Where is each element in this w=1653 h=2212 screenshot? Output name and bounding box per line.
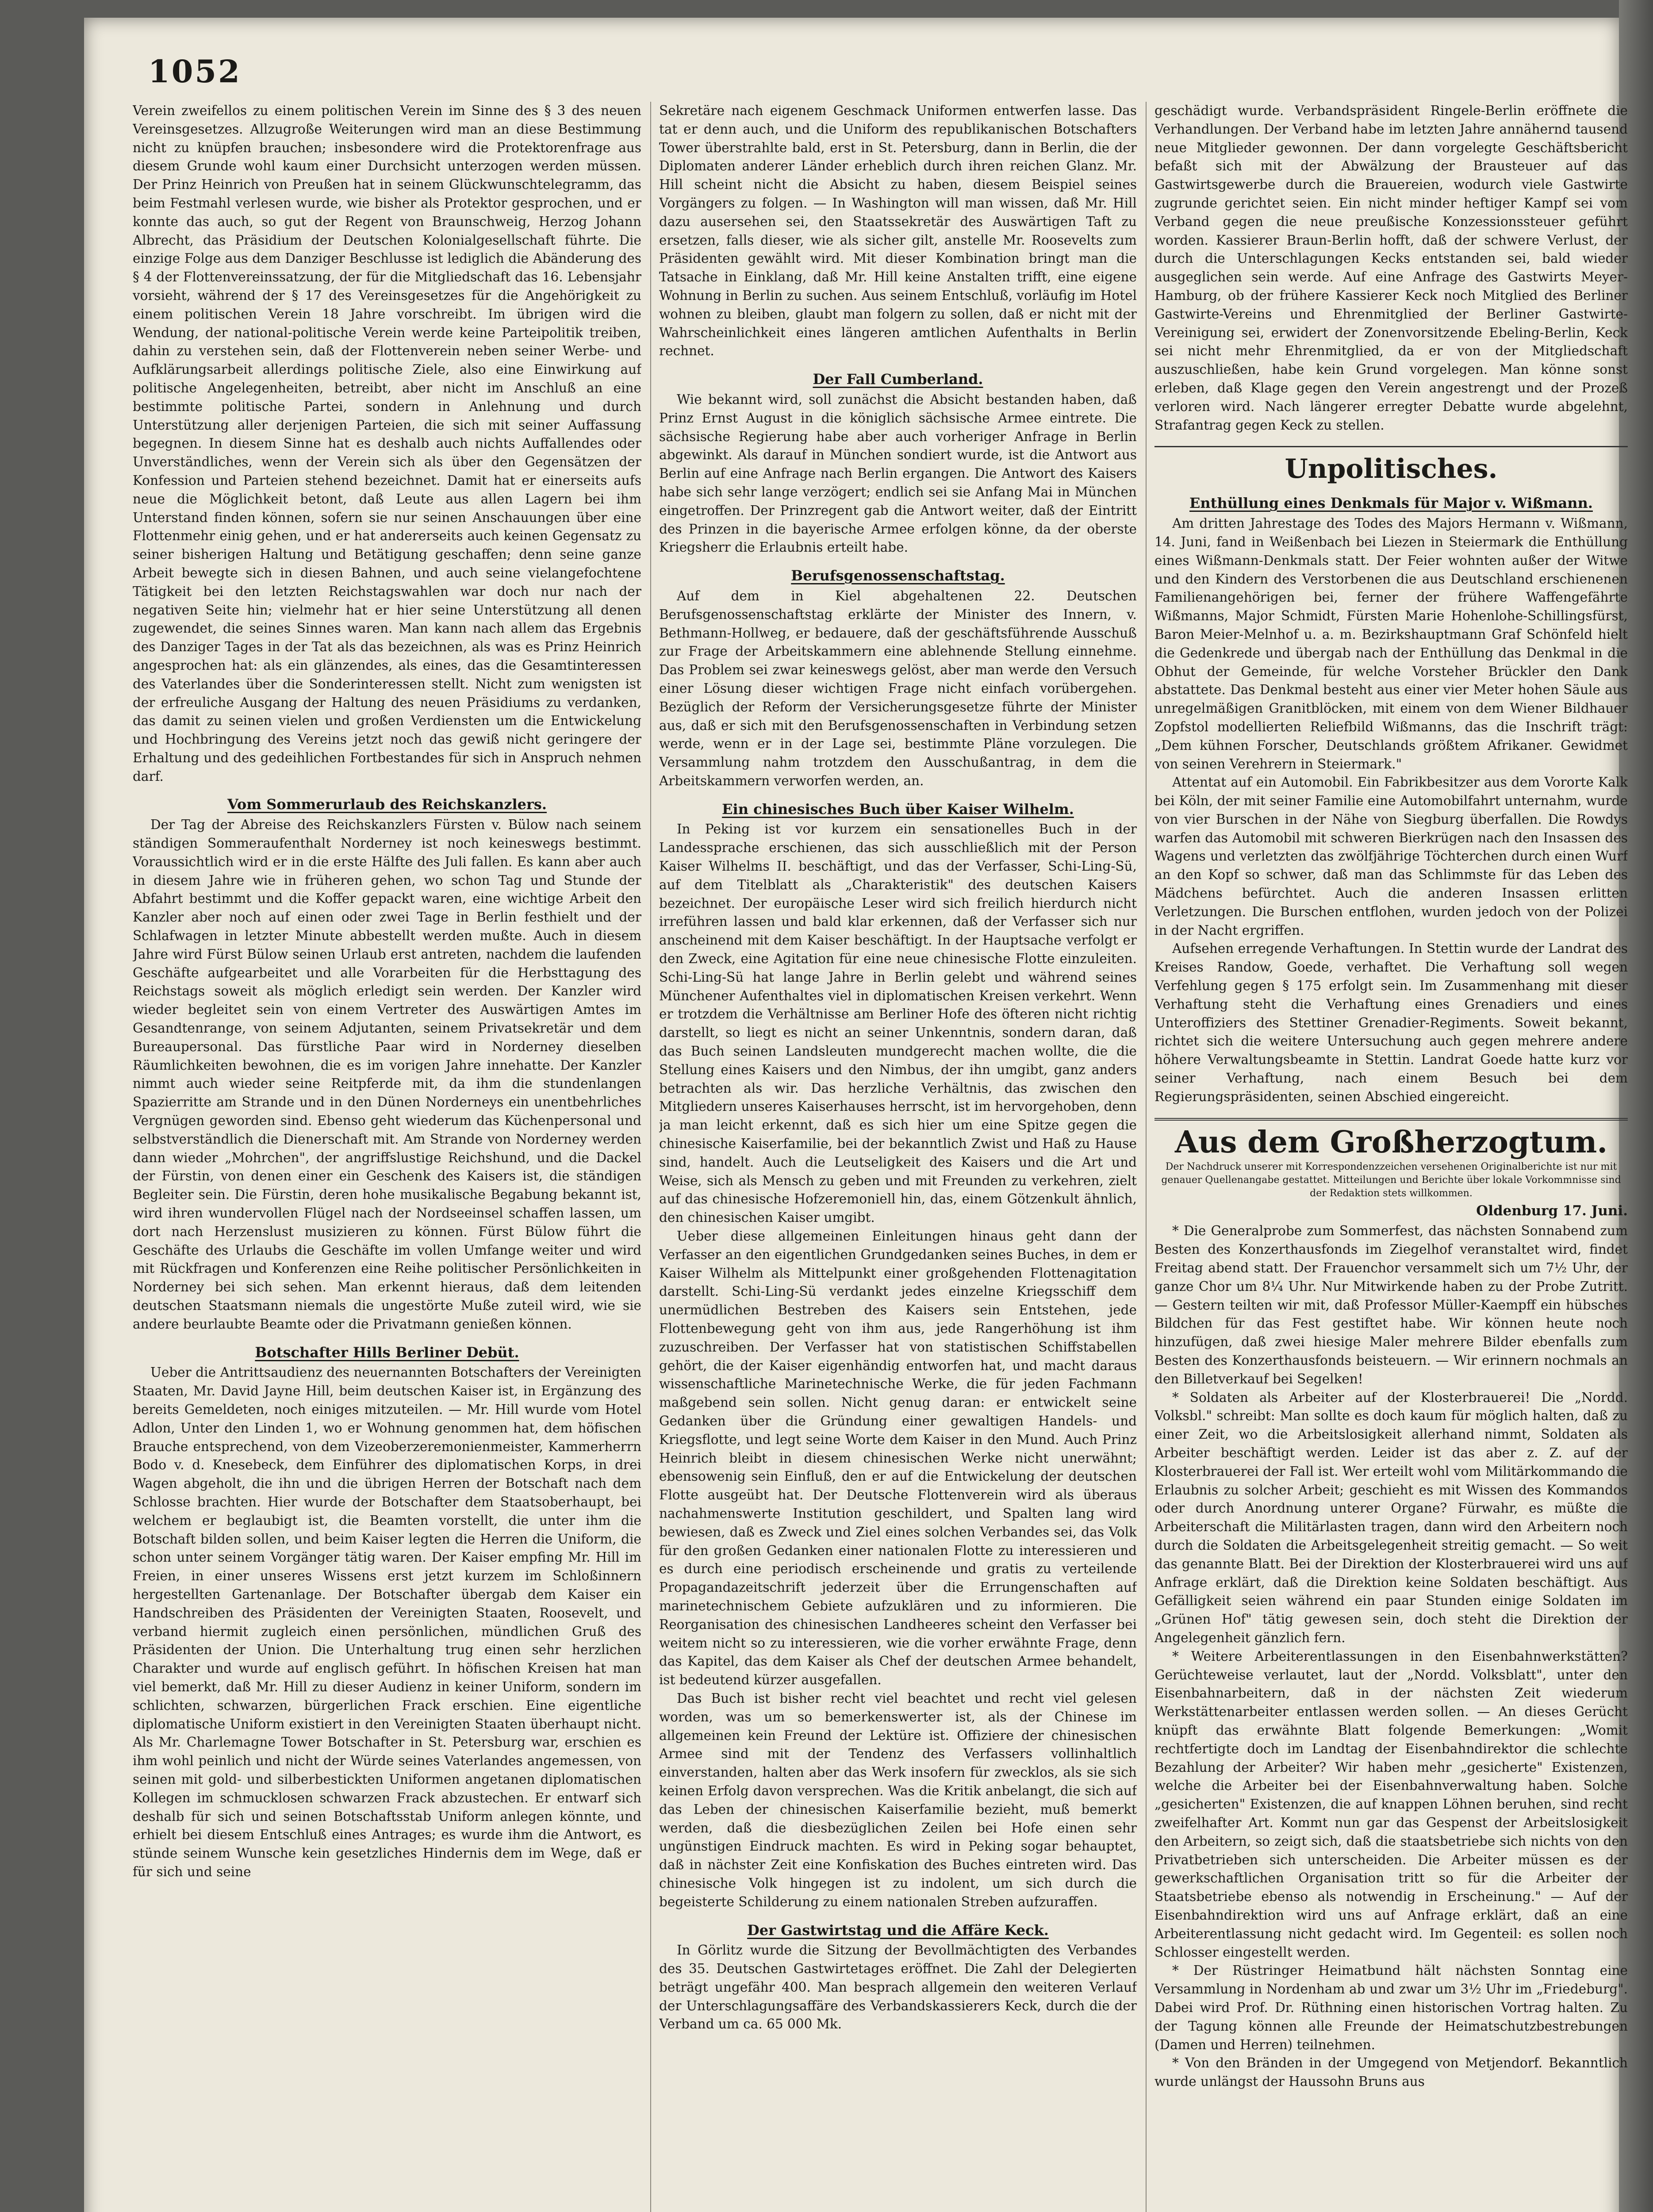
- article-sommerurlaub-text: Der Tag der Abreise des Reichskanzlers Fürsten v. Bülow nach seinem ständigen Sommeraufenthalt Norderney ist noch keineswegs bestimmt. Voraussichtlich wird er in die erste Hälfte des Juli fallen. Es kann aber auch in diesem Jahre wie in früheren gehen, wo schon Tag und Stunde der Abfahrt bestimmt und die Koffer gepackt waren, eine wichtige Arbeit den Kanzler aber noch auf einen oder zwei Tage in Berlin festhielt und der Schlafwagen in letzter Minute abbestellt werden mußte. Auch in diesem Jahre wird Fürst Bülow seinen Urlaub erst antreten, nachdem die laufenden Geschäfte aufgearbeitet und alle Vorarbeiten für die Herbsttagung des Reichstags soweit als möglich erledigt sein werden. Der Kanzler wird wieder begleitet sein von einem Vertreter des Auswärtigen Amtes im Gesandtenrange, von seinem Adjutanten, seinem Privatsekretär und dem Bureaupersonal. Das fürstliche Paar wird in Norderney dieselben Räumlichkeiten bewohnen, die es im vorigen Jahre innehatte. Der Kanzler nimmt auch wieder seine Reitpferde mit, da ihm die stundenlangen Spazierritte am Strande und in den Dünen Norderneys ein unentbehrliches Vergnügen geworden sind. Ebenso geht wiederum das Küchenpersonal und selbstverständlich die Dienerschaft mit. Am Strande von Norderney werden dann wieder „Mohrchen", der angriffslustige Reichshund, und die Dackel der Fürstin, von denen einer ein Geschenk des Kaisers ist, die ständigen Begleiter sein. Die Fürstin, deren hohe musikalische Begabung bekannt ist, wird ihren wundervollen Flügel nach der Nordseeinsel schaffen lassen, um dort nach Herzenslust musizieren zu können. Fürst Bülow führt die Geschäfte des Urlaubs die Geschäfte im vollen Umfange weiter und wird mit Rückfragen und Konferenzen eine Reihe politischer Persönlichkeiten in Norderney bei sich sehen. Man erkennt hieraus, daß dem leitenden deutschen Staatsmann niemals die ungestörte Muße zuteil wird, wie sie andere beurlaubte Beamte oder die Privatmann genießen können.: [133, 817, 641, 1332]
- headline-gastwirtstag: Der Gastwirtstag und die Affäre Keck.: [747, 1921, 1049, 1939]
- article-botschafter-hill-text: Ueber die Antrittsaudienz des neuernannten Botschafters der Vereinigten Staaten, Mr. David Jayne Hill, beim deutschen Kaiser ist, in Ergänzung des bereits Gemeldeten, noch einiges mitzuteilen. — Mr. Hill wurde vom Hotel Adlon, Unter den Linden 1, wo er Wohnung genommen hat, dem höfischen Brauche entsprechend, von dem Vizeoberzeremonienmeister, Kammerherrn Bodo v. d. Knesebeck, dem Einführer des diplomatischen Korps, in drei Wagen abgeholt, die ihn und die übrigen Herren der Botschaft nach dem Schlosse brachten. Hier wurde der Botschafter dem Staatsoberhaupt, bei welchem er beglaubigt ist, die Beamten vorstellt, die unter ihm die Botschaft bilden sollen, und beim Kaiser legten die Herren die Uniform, die schon unter seinem Vorgänger tätig waren. Der Kaiser empfing Mr. Hill im Freien, in einer unseres Wissens erst jetzt kurzem im Schloßinnern hergestellten Gartenanlage. Der Botschafter übergab dem Kaiser ein Handschreiben des Präsidenten der Vereinigten Staaten, Roosevelt, und verband hiermit zugleich einen persönlichen, mündlichen Gruß des Präsidenten der Union. Die Unterhaltung trug einen sehr herzlichen Charakter und wurde auf englisch geführt. In höfischen Kreisen hat man viel bemerkt, daß Mr. Hill zu dieser Audienz in keiner Uniform, sondern im schlichten, schwarzen, bürgerlichen Frack erschien. Eine eigentliche diplomatische Uniform existiert in den Vereinigten Staaten überhaupt nicht. Als Mr. Charlemagne Tower Botschafter in St. Petersburg war, erschien es ihm wohl peinlich und nicht der Würde seines Vaterlandes angemessen, von seinen mit gold- und silberbestickten Uniformen angetanen diplomatischen Kollegen im schmucklosen schwarzen Frack abzustechen. Er entwarf sich deshalb für sich und seinen Botschaftsstab Uniform anlegen könnte, und erhielt bei diesem Entschluß eines Antrages; es wurde ihm die Antwort, es stünde seinem Wunsche kein gesetzliches Hindernis dem im Wege, daß er für sich und seine: [133, 1365, 641, 1879]
- column-right: [1154, 102, 1628, 2212]
- article-attentat-automobil-text: Attentat auf ein Automobil. Ein Fabrikbesitzer aus dem Vororte Kalk bei Köln, der mit seiner Familie eine Automobilfahrt unternahm, wurde von vier Burschen in der Nähe von Siegburg überfallen. Die Rowdys warfen das Automobil mit schweren Bierkrügen nach den Insassen des Wagens und verletzten das zwölfjährige Töchterchen durch einen Wurf an den Kopf so schwer, daß man das Schlimmste für das Leben des Mädchens befürchtet. Auch die anderen Insassen erlitten Verletzungen. Die Burschen entflohen, wurden jedoch von der Polizei in der Nacht ergriffen.: [1154, 775, 1628, 938]
- article-berufsgenossenschaftstag-text: Auf dem in Kiel abgehaltenen 22. Deutschen Berufsgenossenschaftstag erklärte der Minister des Innern, v. Bethmann-Hollweg, er bedauere, daß der geschäftsführende Ausschuß zur Frage der Arbeitskammern eine ablehnende Stellung einnehme. Das Problem sei zwar keineswegs gelöst, aber man werde den Versuch einer Lösung dieser wichtigen Frage nicht einfach vorübergehen. Bezüglich der Reform der Versicherungsgesetze führte der Minister aus, daß er sich mit den Berufsgenossenschaften in Verbindung setzen werde, wenn er in der Lage sei, bestimmte Pläne vorzulegen. Die Versammlung nahm trotzdem den Ausschußantrag, in dem die Arbeitskammern verworfen werden, an.: [659, 588, 1137, 788]
- reprint-notice: Der Nachdruck unserer mit Korrespondenzzeichen versehenen Originalberichte ist nur mit genauer Quellenangabe gestattet. Mitteilungen und Berichte über lokale Vorkommnisse sind der Redaktion stets willkommen.: [1161, 1161, 1621, 1199]
- article-gastwirtstag-continued: geschädigt wurde. Verbandspräsident Ringele-Berlin eröffnete die Verhandlungen. Der Verband habe im letzten Jahre annähernd tausend neue Mitglieder gewonnen. Der dann vorgelegte Geschäftsbericht befaßt sich mit der Abwälzung der Brausteuer auf das Gastwirtsgewerbe durch die Brauereien, wodurch viele Gastwirte zugrunde gerichtet seien. Ein nicht minder heftiger Kampf sei vom Verband gegen die neue preußische Konzessionssteuer geführt worden. Kassierer Braun-Berlin hofft, daß der schwere Verlust, der durch die Unterschlagungen Kecks entstanden sei, bald wieder ausgeglichen sein werde. Auf eine Anfrage des Gastwirts Meyer-Hamburg, ob der frühere Kassierer Keck noch Mitglied des Berliner Gastwirte-Vereins und Ehrenmitglied der Berliner Gastwirte-Vereinigung sei, erwidert der Zonenvorsitzende Ebeling-Berlin, Keck sei nicht mehr Ehrenmitglied, da er von der Mitgliedschaft auszuschließen, habe kein Grund vorgelegen. Man könne sonst erleben, daß Klage gegen den Verein angestrengt und der Prozeß verloren wird. Nach längerer erregter Debatte wurde abgelehnt, Strafantrag gegen Keck zu stellen.: [1154, 103, 1628, 433]
- article-wissmann-denkmal-text: Am dritten Jahrestage des Todes des Majors Hermann v. Wißmann, 14. Juni, fand in Weißenbach bei Liezen in Steiermark die Enthüllung eines Wißmann-Denkmals statt. Der Feier wohnten außer der Witwe und den Kindern des Verstorbenen die aus Deutschland erschienenen Familienangehörigen bei, ferner der frühere Waffengefährte Wißmanns, Major Schmidt, Fürsten Marie Hohenlohe-Schillingsfürst, Baron Meier-Melnhof u. a. m. Bezirkshauptmann Graf Schönfeld hielt die Gedenkrede und übergab nach der Enthüllung das Denkmal in die Obhut der Gemeinde, für welche Vorsteher Brückler den Dank abstattete. Das Denkmal besteht aus einer vier Meter hohen Säule aus unregelmäßigen Granitblöcken, mit einem von dem Wiener Bildhauer Zopfstol modellierten Reliefbild Wißmanns, das die Inschrift trägt: „Dem kühnen Forscher, Deutschlands größtem Afrikaner. Gewidmet von seinen Verehrern in Steiermark.": [1154, 516, 1628, 772]
- article-gastwirtstag-text: In Görlitz wurde die Sitzung der Bevollmächtigten des Verbandes des 35. Deutschen Gastwirtetages eröffnet. Die Zahl der Delegierten beträgt ungefähr 400. Man besprach allgemein den weiteren Verlauf der Unterschlagungsaffäre des Verbandskassierers Keck, durch die der Verband um ca. 65 000 Mk.: [659, 1943, 1137, 2032]
- article-fall-cumberland-text: Wie bekannt wird, soll zunächst die Absicht bestanden haben, daß Prinz Ernst August in die königlich sächsische Armee eintrete. Die sächsische Regierung habe aber auch vorheriger Anfrage in Berlin abgewinkt. Als darauf in München sondiert wurde, ist die Antwort aus Berlin auf eine Anfrage nach Berlin ergangen. Die Antwort des Kaisers habe sich sehr lange verzögert; endlich sei sie Anfang Mai in München eingetroffen. Der Prinzregent gab die Antwort weiter, daß der Eintritt des Prinzen in die bayerische Armee erfolgen könne, da der oberste Kriegsherr die Erlaubnis erteilt habe.: [659, 392, 1137, 555]
- article-chinesisches-buch-text-3: Das Buch ist bisher recht viel beachtet und recht viel gelesen worden, was um so bemerkenswerter ist, als der Chinese im allgemeinen kein Freund der Lektüre ist. Offiziere der chinesischen Armee sind mit der Tendenz des Verfassers vollinhaltlich einverstanden, halten aber das Werk insofern für zwecklos, als sie sich keinen Erfolg davon versprechen. Was die Kritik anbelangt, die sich auf das Leben der chinesischen Kaiserfamilie bezieht, muß bemerkt werden, daß die diesbezüglichen Zeilen bei Hofe einen sehr ungünstigen Eindruck machten. Es wird in Peking sogar behauptet, daß in nächster Zeit eine Konfiskation des Buches eintreten wird. Das chinesische Volk hingegen ist zu indolent, um sich durch die begeisterte Schilderung zu einem nationalen Streben aufzuraffen.: [659, 1690, 1137, 1909]
- article-heimatbund-text: * Der Rüstringer Heimatbund hält nächsten Sonntag eine Versammlung in Nordenham ab und zwar um 3½ Uhr im „Friedeburg". Dabei wird Prof. Dr. Rüthning einen historischen Vortrag halten. Zu der Tagung können alle Freunde der Heimatschutzbestrebungen (Damen und Herren) teilnehmen.: [1154, 1963, 1628, 2052]
- column-middle: [659, 102, 1137, 2212]
- headline-fall-cumberland: Der Fall Cumberland.: [813, 371, 983, 388]
- section-title-unpolitisches: Unpolitisches.: [1154, 446, 1628, 484]
- article-eisenbahnwerkstaetten-text: * Weitere Arbeiterentlassungen in den Eisenbahnwerkstätten? Gerüchteweise verlautet, laut der „Nordd. Volksblatt", unter den Eisenbahnarbeitern, daß in der nächsten Zeit wiederum Werkstättenarbeiter entlassen werden sollen. — An dieses Gerücht knüpft das erwähnte Blatt folgende Bemerkungen: „Womit rechtfertigte doch im Landtag der Eisenbahndirektor die schlechte Bezahlung der Arbeiter? Wir haben mehr „gesicherte" Existenzen, welche die Arbeiter bei der Eisenbahnverwaltung haben. Solche „gesicherten" Existenzen, die auf knappen Löhnen beruhen, sind recht zweifelhafter Art. Kommt nun gar das Gespenst der Arbeitslosigkeit den Arbeitern, so zeigt sich, daß die staatsbetriebe sich nichts von den Privatbetrieben sich unterscheiden. Die Arbeiter müssen es der gewerkschaftlichen Organisation tritt so für die Arbeiter der Staatsbetriebe ebenso als notwendig in Erscheinung." — Auf der Eisenbahndirektion wird uns auf Anfrage erklärt, daß an eine Arbeiterentlassung nicht gedacht wird. Im Gegenteil: es sollen noch Schlosser eingestellt werden.: [1154, 1648, 1628, 1960]
- article-chinesisches-buch-text-1: In Peking ist vor kurzem ein sensationelles Buch in der Landessprache erschienen, das sich ausschließlich mit der Person Kaiser Wilhelms II. beschäftigt, und das der Verfasser, Schi-Ling-Sü, auf dem Titelblatt als „Charakteristik" des deutschen Kaisers bezeichnet. Der europäische Leser wird sich freilich hierdurch nicht irreführen lassen und bald klar erkennen, daß der Verfasser sich nur anscheinend mit dem Kaiser beschäftigt. In der Hauptsache verfolgt er den Zweck, eine Agitation für eine neue chinesische Flotte einzuleiten. Schi-Ling-Sü hat lange Jahre in Berlin gelebt und während seines Münchener Aufenthaltes viel in diplomatischen Kreisen verkehrt. Wenn er trotzdem die Verhältnisse am Berliner Hofe des öfteren nicht richtig darstellt, so liegt es nicht an seiner Unkenntnis, sondern daran, daß das Buch seinen Landsleuten mundgerecht machen wollte, die die Stellung eines Kaisers und den Nimbus, der ihn umgibt, ganz anders betrachten als wir. Das herzliche Verhältnis, das zwischen den Mitgliedern unseres Kaiserhauses herrscht, ist im hervorgehoben, denn ja man leicht erkennt, daß es sich hier um eine Spitze gegen die chinesische Kaiserfamilie, bei der bekanntlich Zwist und Haß zu Hause sind, handelt. Auch die Leutseligkeit des Kaisers und die Art und Weise, sich als Mensch zu geben und mit Freunden zu verkehren, zielt auf das chinesische Hofzeremoniell hin, das, einem Götzenkult ähnlich, den chinesischen Kaiser umgibt.: [659, 822, 1137, 1225]
- article-verhaftungen-text: Aufsehen erregende Verhaftungen. In Stettin wurde der Landrat des Kreises Randow, Goede, verhaftet. Die Verhaftung soll wegen Verfehlung gegen § 175 erfolgt sein. Im Zusammenhang mit dieser Verhaftung steht die Verhaftung eines Grenadiers und eines Unteroffiziers des Stettiner Grenadier-Regiments. Soweit bekannt, richtet sich die weitere Untersuchung auch gegen mehrere andere höhere Verwaltungsbeamte in Stettin. Landrat Goede hatte kurz vor seiner Verhaftung, nach einem Besuch bei dem Regierungspräsidenten, seinen Abschied eingereicht.: [1154, 941, 1628, 1104]
- article-flottenverein-text: Verein zweifellos zu einem politischen Verein im Sinne des § 3 des neuen Vereinsgesetzes. Allzugroße Weiterungen wird man an diese Bestimmung nicht zu knüpfen brauchen; insbesondere wird die Protektorenfrage aus diesem Grunde wohl kaum einer Durchsicht unterzogen werden müssen. Der Prinz Heinrich von Preußen hat in seinem Glückwunschtelegramm, das beim Festmahl verlesen wurde, wie bisher als Protektor gesprochen, und er konnte das auch, so gut der Regent von Braunschweig, Herzog Johann Albrecht, das Präsidium der Deutschen Kolonialgesellschaft führte. Die einzige Folge aus dem Danziger Beschlusse ist lediglich die Abänderung des § 4 der Flottenvereinssatzung, der für die Mitgliedschaft das 16. Lebensjahr vorsieht, während der § 17 des Vereinsgesetzes für die Angehörigkeit zu einem politischen Verein 18 Jahre vorschreibt. Im übrigen wird die Wendung, der national-politische Verein werde keine Parteipolitik treiben, dahin zu verstehen sein, daß der Flottenverein neben seiner Werbe- und Aufklärungsarbeit allerdings politische Ziele, also eine Einwirkung auf politische Angelegenheiten, betreibt, aber nicht im Anschluß an eine bestimmte politische Partei, sondern in Anlehnung und durch Unterstützung aller derjenigen Parteien, die sich mit seiner Auffassung begegnen. In diesem Sinne hat es deshalb auch nichts Auffallendes oder Unverständliches, wenn der Verein sich als über den Gegensätzen der Konfession und Parteien stehend bezeichnet. Damit hat er einerseits aufs neue die Möglichkeit betont, daß Leute aus allen Lagern bei ihm Unterstand finden können, sofern sie nur seinen Anschauungen über eine Flottenmehr einig gehen, und er hat andererseits auch keinen Gegensatz zu seiner bisherigen Haltung und Betätigung geschaffen; denn seine ganze Arbeit bewegte sich in diesen Bahnen, und auch seine vielangefochtene Tätigkeit bei den letzten Reichstagswahlen war doch nur nach der negativen Seite hin; vielmehr hat er hier seine Unterstützung all denen zugewendet, die seines Sinnes waren. Man kann nach allem das Ergebnis des Danziger Tages in der Tat als das bezeichnen, als was es Prinz Heinrich angesprochen hat: als ein glänzendes, als eines, das die Gesamtinteressen des Vaterlandes über die Sonderinteressen stellt. Nicht zum wenigsten ist der erfreuliche Ausgang der Haltung des neuen Präsidiums zu verdanken, das damit zu seinen vielen und großen Verdiensten um die Entwickelung und Hochbringung des Vereins jetzt noch das gewiß nicht geringere der Erhaltung und des gedeihlichen Fortbestandes für sich in Anspruch nehmen darf.: [133, 103, 641, 784]
- headline-sommerurlaub: Vom Sommerurlaub des Reichskanzlers.: [227, 796, 547, 813]
- dateline: Oldenburg 17. Juni.: [1476, 1202, 1628, 1219]
- article-chinesisches-buch-text-2: Ueber diese allgemeinen Einleitungen hinaus geht dann der Verfasser an den eigentlichen Grundgedanken seines Buches, in dem er Kaiser Wilhelm als Mittelpunkt einer großgehenden Flottenagitation darstellt. Schi-Ling-Sü verdankt jedes einzelne Kriegsschiff dem unermüdlichen Bestreben des Kaisers sein Entstehen, jede Flottenbewegung geht von ihm aus, jede Rangerhöhung ist ihm zuzuschreiben. Der Verfasser hat von statistischen Schiffstabellen gehört, die der Kaiser eigenhändig entworfen hat, und macht daraus wissenschaftliche Marinetechnische Werke, die für jeden Fachmann maßgebend sein sollen. Nicht genug daran: er entwickelt seine Gedanken über die Gründung einer gewaltigen Handels- und Kriegsflotte, und legt seine Worte dem Kaiser in den Mund. Auch Prinz Heinrich bleibt in diesem chinesischen Werke nicht unerwähnt; ebensowenig sein Einfluß, den er auf die Entwickelung der deutschen Flotte ausgeübt hat. Der Deutsche Flottenverein wird als überaus nachahmenswerte Institution geschildert, und Spalten lang wird bewiesen, daß es Zweck und Ziel eines solchen Verbandes sei, das Volk für den großen Gedanken einer nationalen Flotte zu interessieren und es durch eine periodisch erscheinende und gratis zu verteilende Propagandazeitschrift jederzeit über die Errungenschaften auf marinetechnischem Gebiete aufzuklären und zu informieren. Die Reorganisation des chinesischen Landheeres scheint den Verfasser bei weitem nicht so zu interessieren, wie die vorher erwähnte Frage, denn das Kapitel, das dem Kaiser als Chef der deutschen Armee behandelt, ist bedeutend kürzer ausgefallen.: [659, 1229, 1137, 1688]
- headline-berufsgenossenschaftstag: Berufsgenossenschaftstag.: [791, 567, 1005, 584]
- column-divider: [1146, 102, 1147, 2212]
- section-title-grossherzogtum: Aus dem Großherzogtum.: [1154, 1118, 1628, 1158]
- column-left: [133, 102, 641, 2212]
- article-klosterbrauerei-text: * Soldaten als Arbeiter auf der Klosterbrauerei! Die „Nordd. Volksbl." schreibt: Man sollte es doch kaum für möglich halten, daß zu einer Zeit, wo die Arbeitslosigkeit allerhand nimmt, Soldaten als Arbeiter beschäftigt werden. Leider ist das aber z. Z. auf der Klosterbrauerei der Fall ist. Wer erteilt wohl vom Militärkommando die Erlaubnis zu solcher Arbeit; geschieht es mit Wissen des Kommandos oder durch Anordnung unterer Organe? Fürwahr, es müßte die Arbeiterschaft die Militärlasten tragen, dann wird den Arbeitern noch durch die Soldaten die Arbeitsgelegenheit streitig gemacht. — So weit das genannte Blatt. Bei der Direktion der Klosterbrauerei wird uns auf Anfrage erklärt, daß die Direktion keine Soldaten beschäftigt. Aus Gefälligkeit seien während ein paar Stunden einige Soldaten im „Grünen Hof" tätig gewesen sein, doch steht die Direktion der Angelegenheit gänzlich fern.: [1154, 1390, 1628, 1645]
- article-generalprobe-text: * Die Generalprobe zum Sommerfest, das nächsten Sonnabend zum Besten des Konzerthausfonds im Ziegelhof veranstaltet wird, findet Freitag abend statt. Der Frauenchor versammelt sich um 7½ Uhr, der ganze Chor um 8¼ Uhr. Nur Mitwirkende haben zu der Probe Zutritt. — Gestern teilten wir mit, daß Professor Müller-Kaempff ein hübsches Bildchen für das Fest gestiftet habe. Wir können heute noch hinzufügen, daß zwei hiesige Maler mehrere Bilder ebenfalls zum Besten des Konzerthausfonds beisteuern. — Wir erinnern nochmals an den Billetverkauf bei Segelken!: [1154, 1223, 1628, 1386]
- headline-chinesisches-buch: Ein chinesisches Buch über Kaiser Wilhelm.: [722, 800, 1074, 818]
- headline-wissmann-denkmal: Enthüllung eines Denkmals für Major v. Wißmann.: [1189, 495, 1593, 512]
- column-divider: [650, 102, 651, 2212]
- article-braende-metjendorf-text: * Von den Bränden in der Umgegend von Metjendorf. Bekanntlich wurde unlängst der Haussohn Bruns aus: [1154, 2055, 1628, 2089]
- article-botschafter-hill-continued: Sekretäre nach eigenem Geschmack Uniformen entwerfen lasse. Das tat er denn auch, und die Uniform des republikanischen Botschafters Tower überstrahlte bald, erst in St. Petersburg, dann in Berlin, die der Diplomaten anderer Länder erheblich durch ihren reichen Glanz. Mr. Hill scheint nicht die Absicht zu haben, diesem Beispiel seines Vorgängers zu folgen. — In Washington will man wissen, daß Mr. Hill dazu ausersehen sei, den Staatssekretär des Auswärtigen Taft zu ersetzen, falls dieser, wie als sicher gilt, anstelle Mr. Roosevelts zum Präsidenten gewählt wird. Mit dieser Kombination bringt man die Tatsache in Einklang, daß Mr. Hill keine Anstalten trifft, eine eigene Wohnung in Berlin zu suchen. Aus seinem Entschluß, vorläufig im Hotel wohnen zu bleiben, glaubt man folgern zu sollen, daß er nicht mit der Wahrscheinlichkeit eines längeren amtlichen Aufenthalts in Berlin rechnet.: [659, 103, 1137, 359]
- headline-botschafter-hill: Botschafter Hills Berliner Debüt.: [255, 1344, 519, 1361]
- page-number: 1052: [148, 53, 242, 90]
